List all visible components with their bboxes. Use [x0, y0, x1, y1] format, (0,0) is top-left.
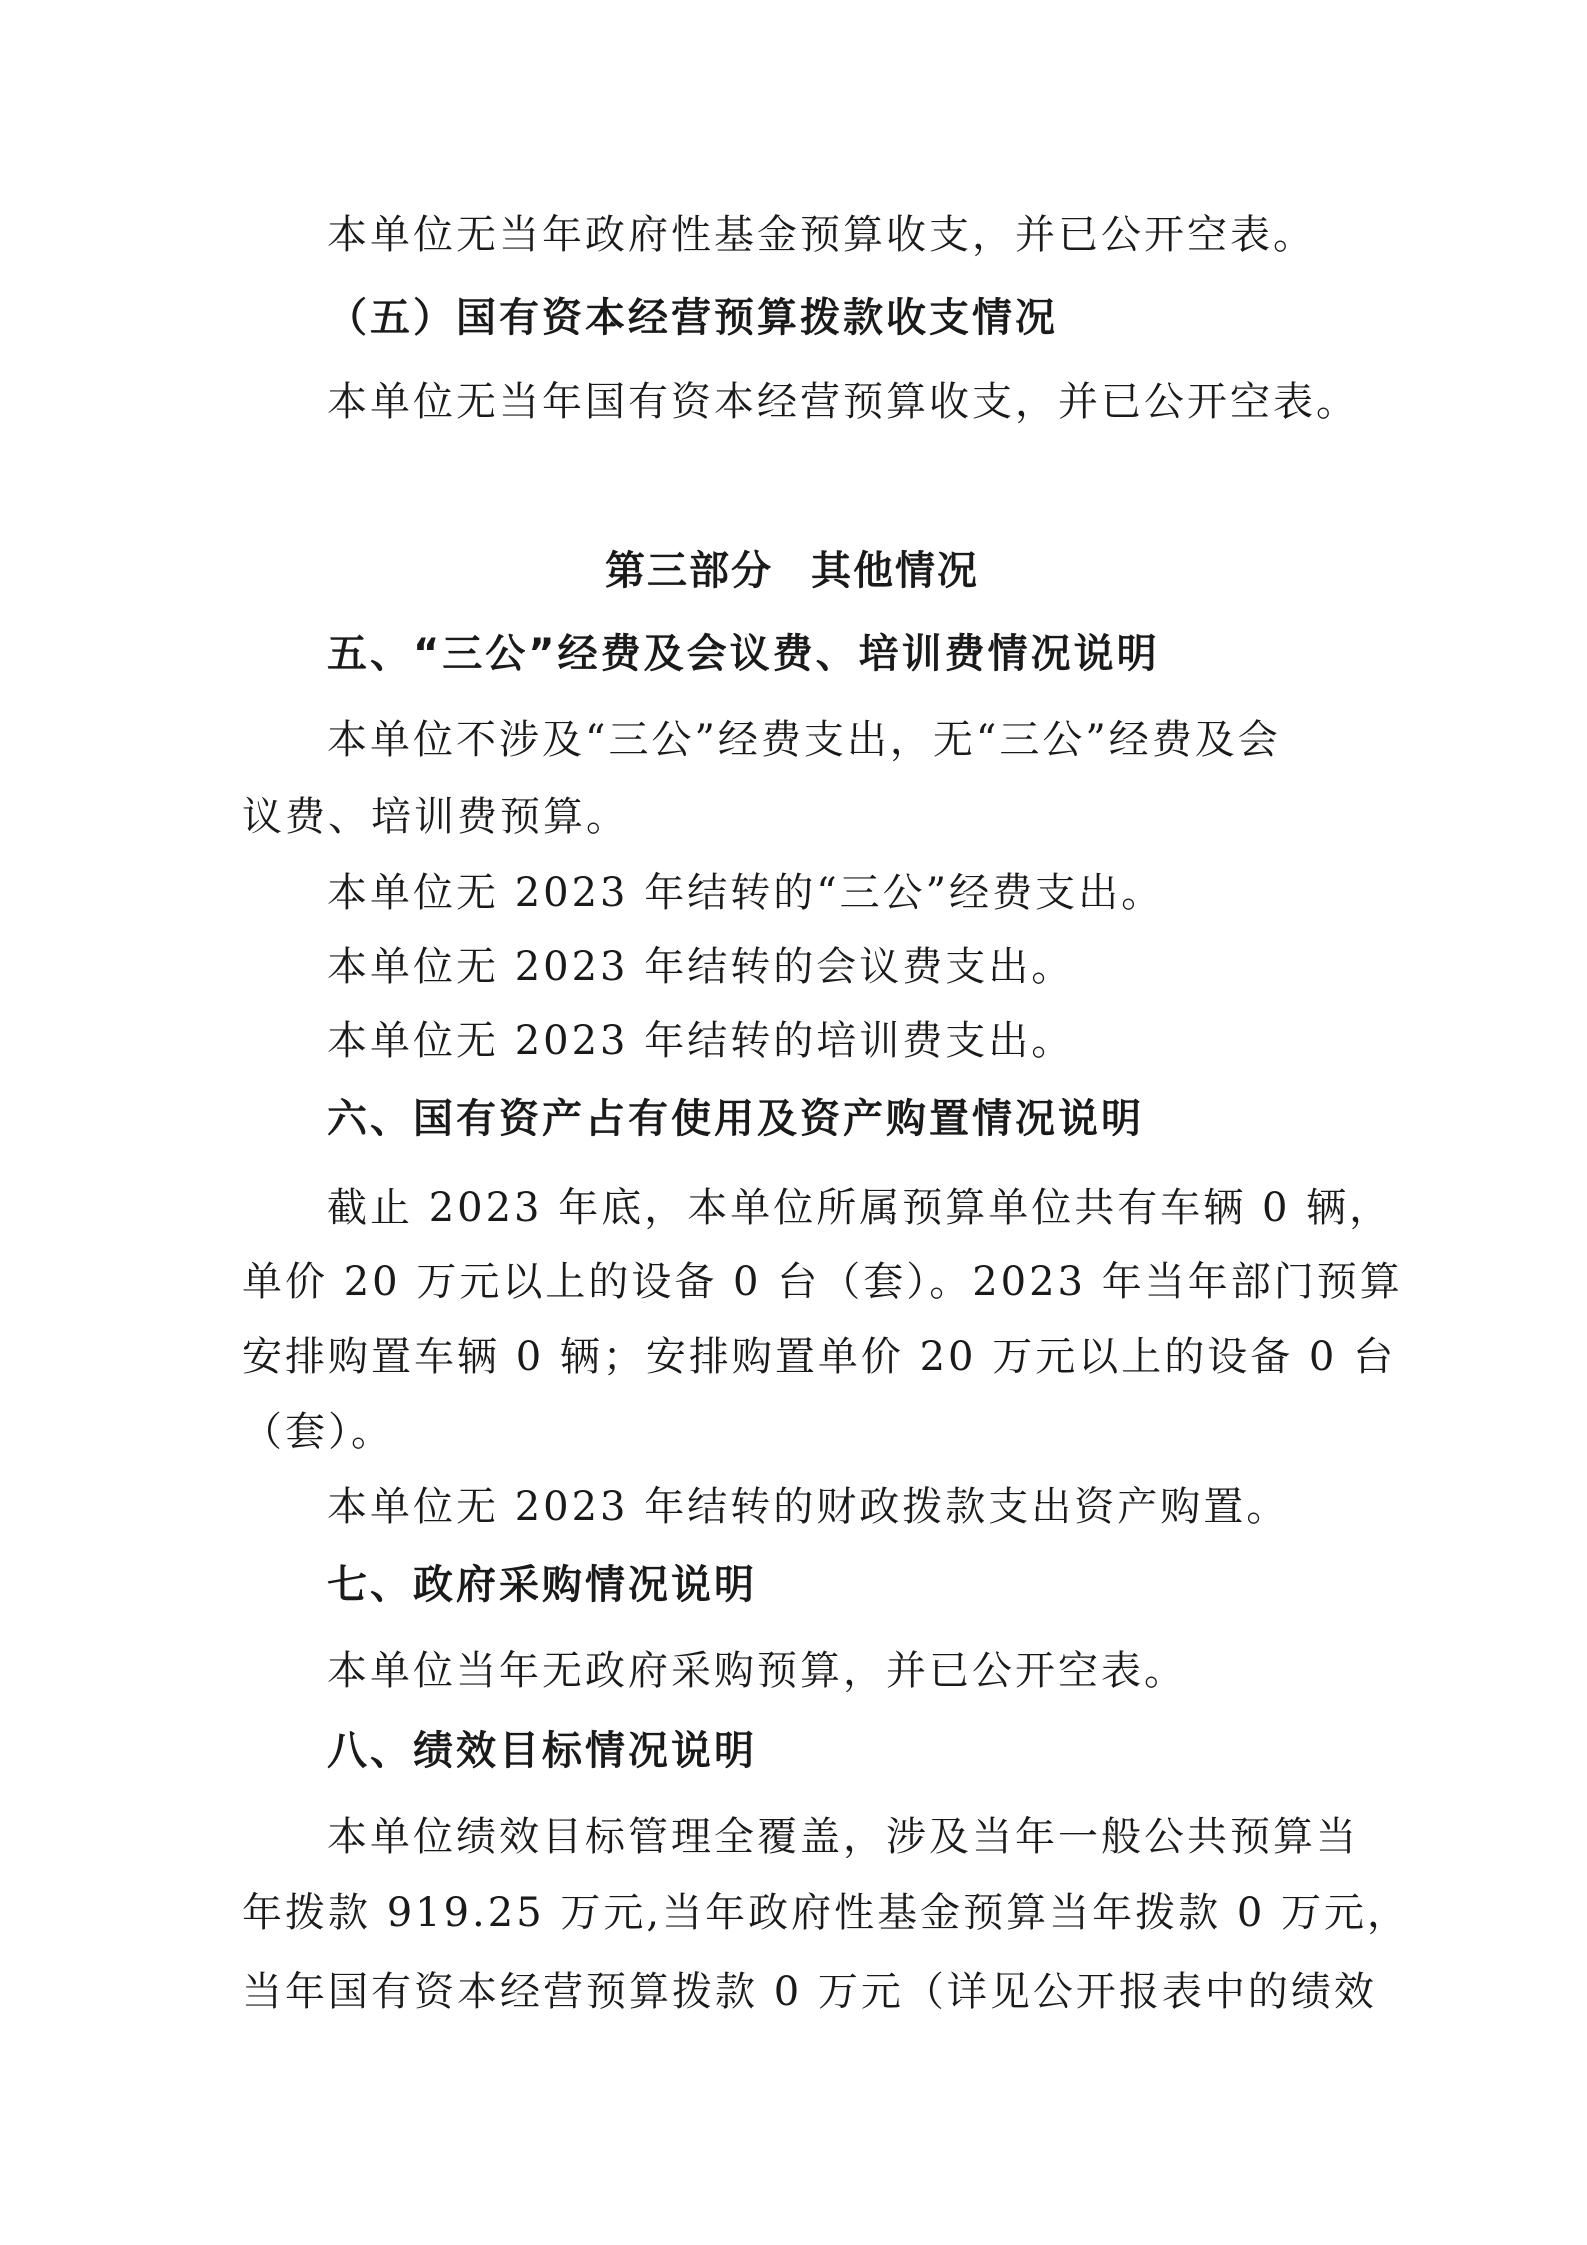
heading-section-5: 五、“三公”经费及会议费、培训费情况说明	[327, 631, 1160, 677]
paragraph-6-line-1: 截止 2023 年底，本单位所属预算单位共有车辆 0 辆，	[327, 1185, 1393, 1231]
paragraph-6-line-3: 安排购置车辆 0 辆；安排购置单价 20 万元以上的设备 0 台	[242, 1334, 1397, 1380]
paragraph-6-b: 本单位无 2023 年结转的财政拨款支出资产购置。	[327, 1484, 1290, 1530]
part-title-right: 其他情况	[811, 548, 979, 594]
heading-section-6: 六、国有资产占有使用及资产购置情况说明	[327, 1096, 1144, 1142]
paragraph-8-line-3: 当年国有资本经营预算拨款 0 万元（详见公开报表中的绩效	[242, 1969, 1377, 2015]
paragraph-5-b: 本单位无 2023 年结转的“三公”经费支出。	[327, 870, 1165, 916]
paragraph-5-line-2: 议费、培训费预算。	[242, 794, 629, 840]
heading-section-7: 七、政府采购情况说明	[327, 1562, 757, 1608]
heading-state-capital: （五）国有资本经营预算拨款收支情况	[327, 295, 1058, 341]
paragraph-8-line-2: 年拨款 919.25 万元,当年政府性基金预算当年拨款 0 万元，	[242, 1890, 1410, 1936]
part-title	[605, 547, 979, 595]
paragraph-state-capital-empty: 本单位无当年国有资本经营预算收支，并已公开空表。	[327, 379, 1359, 425]
part-title-left: 第三部分	[605, 548, 773, 594]
paragraph-gov-fund-empty: 本单位无当年政府性基金预算收支，并已公开空表。	[327, 212, 1316, 258]
heading-section-8: 八、绩效目标情况说明	[327, 1728, 757, 1774]
paragraph-5-c: 本单位无 2023 年结转的会议费支出。	[327, 944, 1075, 990]
paragraph-8-line-1: 本单位绩效目标管理全覆盖，涉及当年一般公共预算当	[327, 1814, 1359, 1860]
paragraph-7: 本单位当年无政府采购预算，并已公开空表。	[327, 1648, 1187, 1694]
paragraph-5-line-1: 本单位不涉及“三公”经费支出，无“三公”经费及会	[327, 717, 1281, 763]
paragraph-6-line-2: 单价 20 万元以上的设备 0 台（套）。2023 年当年部门预算	[242, 1259, 1403, 1305]
paragraph-5-d: 本单位无 2023 年结转的培训费支出。	[327, 1018, 1075, 1064]
paragraph-6-line-4: （套）。	[242, 1409, 394, 1455]
